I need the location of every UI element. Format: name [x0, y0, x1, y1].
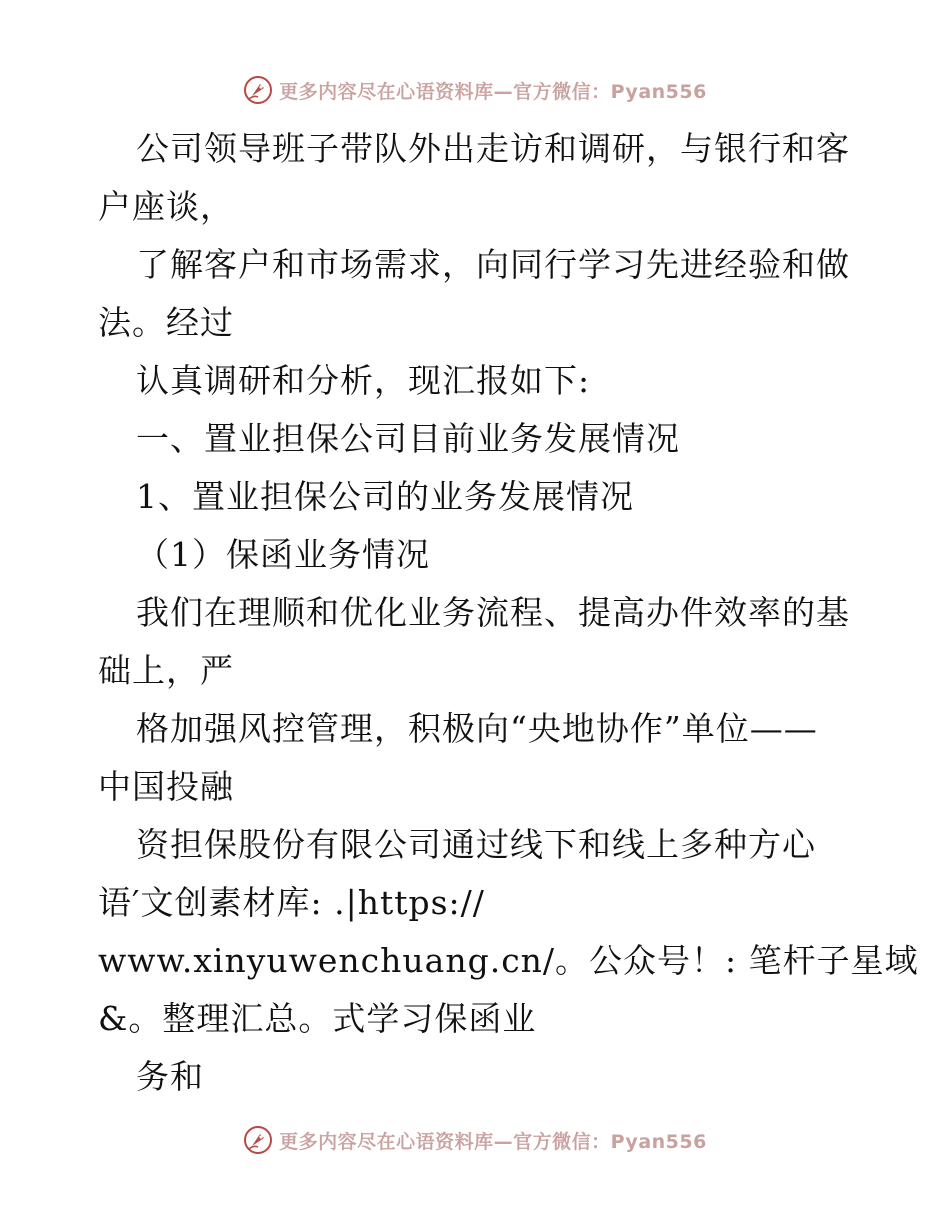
paragraph-line: 中国投融: [98, 767, 234, 806]
paragraph-line: 了解客户和市场需求，向同行学习先进经验和做: [136, 245, 850, 284]
paragraph-line: 公司领导班子带队外出走访和调研，与银行和客: [136, 129, 850, 168]
paragraph-line: 格加强风控管理，积极向“央地协作”单位——: [136, 709, 818, 748]
footer-banner: [0, 1120, 950, 1160]
header-banner-text: 更多内容尽在心语资料库—官方微信：Pyan556: [279, 80, 707, 103]
paragraph-line: www.xinyuwenchuang.cn/。公众号！: 笔杆子星域: [98, 941, 919, 980]
header-banner-content: [243, 75, 707, 105]
document-body: [98, 120, 919, 1106]
pen-nib-logo-icon: [243, 75, 273, 105]
paragraph-line: 础上，严: [98, 651, 234, 690]
paragraph-line: 户座谈，: [98, 187, 234, 226]
subsection-heading: （1）保函业务情况: [136, 535, 430, 574]
header-banner: [0, 70, 950, 110]
paragraph-line: &。整理汇总。式学习保函业: [98, 999, 537, 1038]
paragraph-line: 资担保股份有限公司通过线下和线上多种方心: [136, 825, 816, 864]
footer-banner-text: 更多内容尽在心语资料库—官方微信：Pyan556: [279, 1130, 707, 1153]
subsection-heading: 1、置业担保公司的业务发展情况: [136, 477, 634, 516]
paragraph-line: 务和: [136, 1057, 204, 1096]
paragraph-line: 我们在理顺和优化业务流程、提高办件效率的基: [136, 593, 850, 632]
footer-banner-content: [243, 1125, 707, 1155]
paragraph-line: 认真调研和分析，现汇报如下:: [136, 361, 591, 400]
section-heading: 一、置业担保公司目前业务发展情况: [136, 419, 680, 458]
paragraph-line: 语′文创素材库: .|https://: [98, 883, 485, 922]
pen-nib-logo-icon: [243, 1125, 273, 1155]
paragraph-line: 法。经过: [98, 303, 234, 342]
